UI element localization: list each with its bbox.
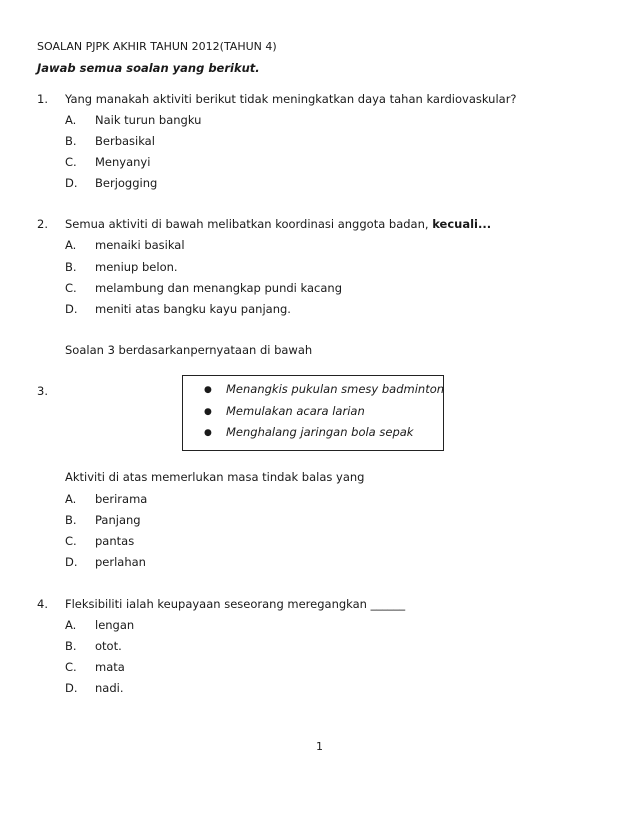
question-2-stem: Semua aktiviti di bawah melibatkan koordinasi anggota badan, (65, 217, 433, 231)
bullet-icon: ● (204, 385, 212, 395)
q1-option-b-text: Berbasikal (95, 134, 155, 148)
instruction: Jawab semua soalan yang berikut. (37, 61, 260, 75)
q3-option-a-text: berirama (95, 492, 148, 506)
question-2-emphasis: kecuali... (432, 217, 492, 231)
q4-option-c-text: mata (95, 660, 125, 674)
question-1-text: Yang manakah aktiviti berikut tidak meningkatkan daya tahan kardiovaskular? (65, 92, 517, 106)
question-1-number: 1. (37, 92, 48, 106)
q2-option-d-letter: D. (65, 302, 78, 316)
question-3-intro: Soalan 3 berdasarkanpernyataan di bawah (65, 343, 313, 357)
q2-option-b-text: meniup belon. (95, 260, 178, 274)
q3-option-c-letter: C. (65, 534, 77, 548)
question-3-text: Aktiviti di atas memerlukan masa tindak balas yang (65, 470, 365, 484)
q4-option-c-letter: C. (65, 660, 77, 674)
q2-option-a-letter: A. (65, 238, 77, 252)
q4-option-d-text: nadi. (95, 681, 124, 695)
question-4-number: 4. (37, 597, 48, 611)
statement-item: Menangkis pukulan smesy badminton (226, 382, 445, 396)
q1-option-a-letter: A. (65, 113, 77, 127)
question-2-number: 2. (37, 217, 48, 231)
q1-option-d-text: Berjogging (95, 176, 158, 190)
q3-option-a-letter: A. (65, 492, 77, 506)
bullet-icon: ● (204, 428, 212, 438)
q2-option-b-letter: B. (65, 260, 77, 274)
q1-option-d-letter: D. (65, 176, 78, 190)
question-4-text: Fleksibiliti ialah keupayaan seseorang meregangkan ______ (65, 597, 406, 611)
q1-option-c-letter: C. (65, 155, 77, 169)
q3-option-b-letter: B. (65, 513, 77, 527)
q3-option-b-text: Panjang (95, 513, 141, 527)
q2-option-d-text: meniti atas bangku kayu panjang. (95, 302, 291, 316)
q1-option-a-text: Naik turun bangku (95, 113, 202, 127)
q3-option-d-text: perlahan (95, 555, 146, 569)
question-2-text (65, 217, 491, 231)
page-number: 1 (316, 740, 323, 753)
page-title: SOALAN PJPK AKHIR TAHUN 2012(TAHUN 4) (37, 40, 277, 53)
q2-option-c-text: melambung dan menangkap pundi kacang (95, 281, 342, 295)
q1-option-c-text: Menyanyi (95, 155, 151, 169)
q3-option-c-text: pantas (95, 534, 135, 548)
q4-option-a-letter: A. (65, 618, 77, 632)
q4-option-b-letter: B. (65, 639, 77, 653)
q3-option-d-letter: D. (65, 555, 78, 569)
statement-item: Memulakan acara larian (226, 404, 365, 418)
statement-item: Menghalang jaringan bola sepak (226, 425, 414, 439)
question-3-number: 3. (37, 384, 48, 398)
q1-option-b-letter: B. (65, 134, 77, 148)
q4-option-b-text: otot. (95, 639, 122, 653)
q4-option-a-text: lengan (95, 618, 135, 632)
statement-box (182, 375, 444, 451)
q2-option-a-text: menaiki basikal (95, 238, 185, 252)
q2-option-c-letter: C. (65, 281, 77, 295)
bullet-icon: ● (204, 407, 212, 417)
q4-option-d-letter: D. (65, 681, 78, 695)
